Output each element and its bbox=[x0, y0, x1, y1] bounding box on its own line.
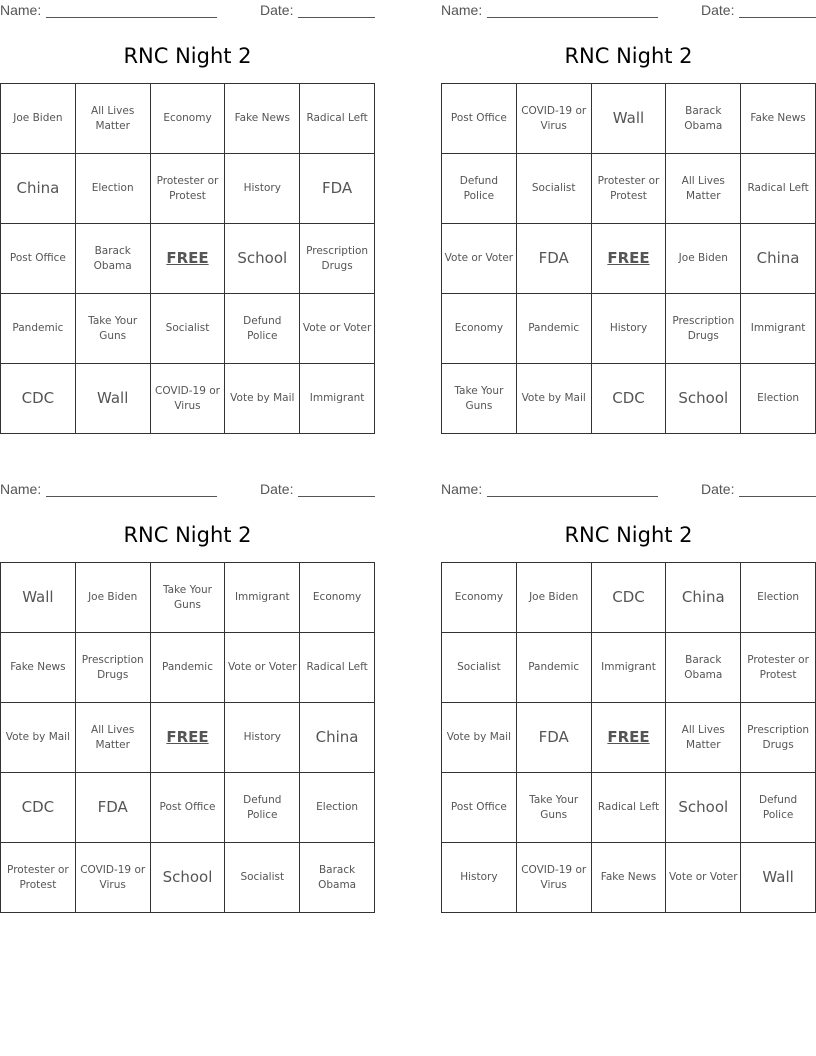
name-label: Name: bbox=[0, 2, 42, 18]
bingo-cell[interactable]: Radical Left bbox=[300, 633, 375, 703]
bingo-cell[interactable]: Radical Left bbox=[592, 773, 667, 843]
date-blank-line[interactable] bbox=[298, 17, 375, 18]
bingo-cell[interactable]: Take Your Guns bbox=[442, 364, 517, 434]
bingo-cell[interactable]: COVID-19 or Virus bbox=[517, 84, 592, 154]
bingo-cell[interactable]: Vote or Voter bbox=[300, 294, 375, 364]
name-blank-line[interactable] bbox=[487, 496, 658, 497]
bingo-cell[interactable]: Fake News bbox=[225, 84, 300, 154]
bingo-cell[interactable]: Pandemic bbox=[517, 633, 592, 703]
bingo-cell[interactable]: Immigrant bbox=[225, 563, 300, 633]
name-label: Name: bbox=[441, 2, 483, 18]
bingo-cell[interactable]: Defund Police bbox=[225, 294, 300, 364]
bingo-cell[interactable]: Protester or Protest bbox=[151, 154, 226, 224]
bingo-cell[interactable]: Socialist bbox=[225, 843, 300, 913]
bingo-card bbox=[0, 0, 375, 434]
card-title: RNC Night 2 bbox=[564, 44, 693, 68]
bingo-cell[interactable]: China bbox=[741, 224, 816, 294]
bingo-cell[interactable]: FDA bbox=[517, 703, 592, 773]
bingo-cell[interactable]: Joe Biden bbox=[517, 563, 592, 633]
bingo-cell[interactable]: Take Your Guns bbox=[517, 773, 592, 843]
bingo-cell[interactable]: Election bbox=[300, 773, 375, 843]
bingo-cell[interactable]: Wall bbox=[741, 843, 816, 913]
bingo-cell[interactable]: FDA bbox=[517, 224, 592, 294]
bingo-cell[interactable]: Prescription Drugs bbox=[666, 294, 741, 364]
bingo-cell[interactable]: Vote or Voter bbox=[666, 843, 741, 913]
bingo-cell[interactable]: Economy bbox=[300, 563, 375, 633]
date-blank-line[interactable] bbox=[739, 17, 816, 18]
name-date-row bbox=[441, 2, 816, 20]
bingo-cell[interactable]: Joe Biden bbox=[666, 224, 741, 294]
bingo-card bbox=[441, 479, 816, 913]
bingo-card bbox=[441, 0, 816, 434]
date-blank-line[interactable] bbox=[298, 496, 375, 497]
bingo-cell[interactable]: CDC bbox=[592, 364, 667, 434]
bingo-cell[interactable]: CDC bbox=[592, 563, 667, 633]
bingo-cell[interactable]: COVID-19 or Virus bbox=[517, 843, 592, 913]
bingo-cell[interactable]: Defund Police bbox=[225, 773, 300, 843]
bingo-cell[interactable]: Economy bbox=[442, 563, 517, 633]
bingo-cell[interactable]: Vote by Mail bbox=[517, 364, 592, 434]
card-title: RNC Night 2 bbox=[564, 523, 693, 547]
bingo-cell[interactable]: All Lives Matter bbox=[666, 154, 741, 224]
bingo-cell[interactable]: All Lives Matter bbox=[666, 703, 741, 773]
bingo-cell[interactable]: School bbox=[151, 843, 226, 913]
bingo-cell[interactable]: Defund Police bbox=[442, 154, 517, 224]
date-label: Date: bbox=[260, 2, 294, 18]
bingo-cell[interactable]: Protester or Protest bbox=[741, 633, 816, 703]
bingo-cell[interactable]: Pandemic bbox=[151, 633, 226, 703]
bingo-cell[interactable]: Prescription Drugs bbox=[300, 224, 375, 294]
bingo-grid bbox=[0, 83, 375, 434]
bingo-cell[interactable]: Protester or Protest bbox=[592, 154, 667, 224]
bingo-cell[interactable]: Wall bbox=[1, 563, 76, 633]
name-date-row bbox=[441, 481, 816, 499]
bingo-cell[interactable]: All Lives Matter bbox=[76, 703, 151, 773]
bingo-cell[interactable]: Economy bbox=[151, 84, 226, 154]
bingo-cell[interactable]: Fake News bbox=[741, 84, 816, 154]
bingo-cell[interactable]: Defund Police bbox=[741, 773, 816, 843]
bingo-cell[interactable]: Joe Biden bbox=[1, 84, 76, 154]
bingo-cell[interactable]: School bbox=[666, 364, 741, 434]
bingo-cell[interactable]: Protester or Protest bbox=[1, 843, 76, 913]
name-date-row bbox=[0, 2, 375, 20]
bingo-cell[interactable]: Radical Left bbox=[741, 154, 816, 224]
name-label: Name: bbox=[441, 481, 483, 497]
bingo-cell[interactable]: Take Your Guns bbox=[151, 563, 226, 633]
bingo-cell[interactable]: Wall bbox=[76, 364, 151, 434]
bingo-cell[interactable]: Pandemic bbox=[517, 294, 592, 364]
card-title: RNC Night 2 bbox=[123, 523, 252, 547]
bingo-cell[interactable]: History bbox=[442, 843, 517, 913]
bingo-cell[interactable]: Election bbox=[76, 154, 151, 224]
bingo-cell[interactable]: Election bbox=[741, 563, 816, 633]
bingo-cell[interactable]: Barack Obama bbox=[300, 843, 375, 913]
bingo-cell[interactable]: Socialist bbox=[442, 633, 517, 703]
bingo-grid bbox=[0, 562, 375, 913]
bingo-cell[interactable]: Post Office bbox=[1, 224, 76, 294]
bingo-cell[interactable]: Immigrant bbox=[300, 364, 375, 434]
bingo-cell[interactable]: Immigrant bbox=[592, 633, 667, 703]
free-space-cell[interactable]: FREE bbox=[151, 703, 226, 773]
bingo-cell[interactable]: History bbox=[592, 294, 667, 364]
bingo-cell[interactable]: Barack Obama bbox=[666, 633, 741, 703]
bingo-cell[interactable]: History bbox=[225, 703, 300, 773]
free-space-cell[interactable]: FREE bbox=[151, 224, 226, 294]
bingo-cell[interactable]: All Lives Matter bbox=[76, 84, 151, 154]
name-blank-line[interactable] bbox=[487, 17, 658, 18]
bingo-cell[interactable]: History bbox=[225, 154, 300, 224]
bingo-cell[interactable]: COVID-19 or Virus bbox=[76, 843, 151, 913]
free-space-cell[interactable]: FREE bbox=[592, 703, 667, 773]
bingo-cell[interactable]: Vote by Mail bbox=[1, 703, 76, 773]
bingo-cell[interactable]: Post Office bbox=[151, 773, 226, 843]
bingo-cell[interactable]: Election bbox=[741, 364, 816, 434]
bingo-cell[interactable]: Barack Obama bbox=[666, 84, 741, 154]
name-blank-line[interactable] bbox=[46, 496, 217, 497]
card-title: RNC Night 2 bbox=[123, 44, 252, 68]
bingo-cell[interactable]: Fake News bbox=[592, 843, 667, 913]
bingo-cell[interactable]: Prescription Drugs bbox=[741, 703, 816, 773]
bingo-cell[interactable]: FDA bbox=[76, 773, 151, 843]
name-blank-line[interactable] bbox=[46, 17, 217, 18]
bingo-cell[interactable]: CDC bbox=[1, 364, 76, 434]
bingo-grid bbox=[441, 562, 816, 913]
bingo-cell[interactable]: Socialist bbox=[151, 294, 226, 364]
bingo-cell[interactable]: Immigrant bbox=[741, 294, 816, 364]
bingo-cell[interactable]: Vote by Mail bbox=[442, 703, 517, 773]
bingo-cell[interactable]: Take Your Guns bbox=[76, 294, 151, 364]
bingo-cell[interactable]: Post Office bbox=[442, 84, 517, 154]
name-date-row bbox=[0, 481, 375, 499]
bingo-cell[interactable]: China bbox=[300, 703, 375, 773]
bingo-cell[interactable]: Fake News bbox=[1, 633, 76, 703]
bingo-cell[interactable]: Socialist bbox=[517, 154, 592, 224]
bingo-cell[interactable]: Post Office bbox=[442, 773, 517, 843]
bingo-cell[interactable]: Wall bbox=[592, 84, 667, 154]
bingo-cell[interactable]: Pandemic bbox=[1, 294, 76, 364]
name-label: Name: bbox=[0, 481, 42, 497]
date-label: Date: bbox=[701, 481, 735, 497]
bingo-cell[interactable]: School bbox=[225, 224, 300, 294]
date-label: Date: bbox=[701, 2, 735, 18]
date-label: Date: bbox=[260, 481, 294, 497]
bingo-cell[interactable]: School bbox=[666, 773, 741, 843]
bingo-cell[interactable]: CDC bbox=[1, 773, 76, 843]
date-blank-line[interactable] bbox=[739, 496, 816, 497]
free-space-cell[interactable]: FREE bbox=[592, 224, 667, 294]
bingo-grid bbox=[441, 83, 816, 434]
bingo-cell[interactable]: China bbox=[1, 154, 76, 224]
bingo-cell[interactable]: FDA bbox=[300, 154, 375, 224]
bingo-cell[interactable]: China bbox=[666, 563, 741, 633]
bingo-card bbox=[0, 479, 375, 913]
bingo-cell[interactable]: Radical Left bbox=[300, 84, 375, 154]
bingo-cell[interactable]: Vote by Mail bbox=[225, 364, 300, 434]
bingo-cell[interactable]: COVID-19 or Virus bbox=[151, 364, 226, 434]
bingo-cell[interactable]: Vote or Voter bbox=[225, 633, 300, 703]
bingo-cell[interactable]: Barack Obama bbox=[76, 224, 151, 294]
bingo-cell[interactable]: Economy bbox=[442, 294, 517, 364]
bingo-cell[interactable]: Prescription Drugs bbox=[76, 633, 151, 703]
bingo-cell[interactable]: Joe Biden bbox=[76, 563, 151, 633]
bingo-cell[interactable]: Vote or Voter bbox=[442, 224, 517, 294]
